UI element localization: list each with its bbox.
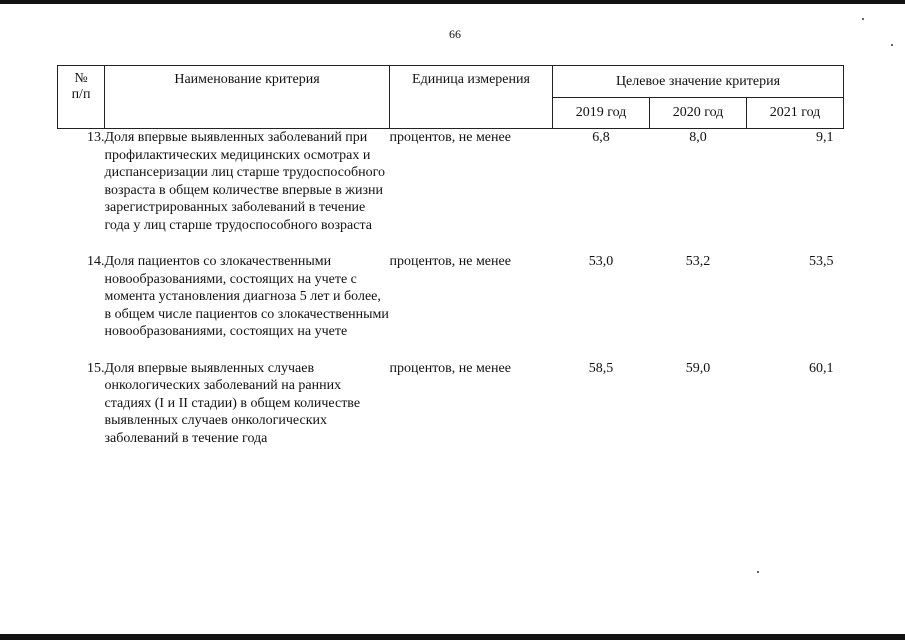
value-2019: 6,8 xyxy=(592,130,610,145)
unit-cell: процентов, не менее xyxy=(389,254,511,269)
value-2021: 53,5 xyxy=(809,254,834,269)
scan-edge-top xyxy=(0,0,905,4)
row-number: 14. xyxy=(87,254,105,269)
table-row xyxy=(58,253,844,360)
value-2019: 58,5 xyxy=(588,360,614,376)
value-2021: 60,1 xyxy=(809,360,834,376)
scan-speck xyxy=(891,44,893,46)
value-2020: 59,0 xyxy=(685,360,711,376)
value-2020: 53,2 xyxy=(685,254,711,269)
criterion-name: Доля впервые выявленных заболеваний при профилактических медицинских осмотрах и диспансеризации лиц старше трудоспособного возраста в общем количестве впервые в жизни зарегистрированных заболеваний в течение года у лиц старше трудоспособного возраста xyxy=(104,130,385,233)
table-row xyxy=(58,360,844,467)
scan-speck xyxy=(757,571,759,573)
row-number: 15. xyxy=(87,360,105,376)
unit-cell: процентов, не менее xyxy=(389,360,511,376)
header-target-value: Целевое значение критерия xyxy=(553,66,844,98)
row-number: 13. xyxy=(87,130,105,145)
criterion-name: Доля впервые выявленных случаев онкологических заболеваний на ранних стадиях (I и II стадии) в общем количестве выявленных случаев онкологических заболеваний в течение года xyxy=(104,360,361,446)
header-unit: Единица измерения xyxy=(390,66,553,129)
unit-cell: процентов, не менее xyxy=(389,130,511,145)
header-number xyxy=(58,66,105,129)
criterion-name: Доля пациентов со злокачественными новообразованиями, состоящих на учете с момента установления диагноза 5 лет и более, в общем числе пациентов со злокачественными новообразованиями, состоящих на учете xyxy=(104,254,389,339)
table-header xyxy=(58,66,844,129)
header-year-2019: 2019 год xyxy=(553,98,650,129)
header-number-label: № п/п xyxy=(71,71,91,102)
value-2021: 9,1 xyxy=(816,130,834,145)
value-2020: 8,0 xyxy=(689,130,707,145)
page-number: 66 xyxy=(449,27,461,41)
scan-edge-bottom xyxy=(0,634,905,640)
table-row xyxy=(58,129,844,254)
scan-speck xyxy=(862,18,864,20)
value-2019: 53,0 xyxy=(588,254,614,269)
header-year-2020: 2020 год xyxy=(650,98,747,129)
header-year-2021: 2021 год xyxy=(747,98,844,129)
header-criterion-name: Наименование критерия xyxy=(105,66,390,129)
criteria-table xyxy=(57,65,844,466)
table-body xyxy=(58,129,844,467)
